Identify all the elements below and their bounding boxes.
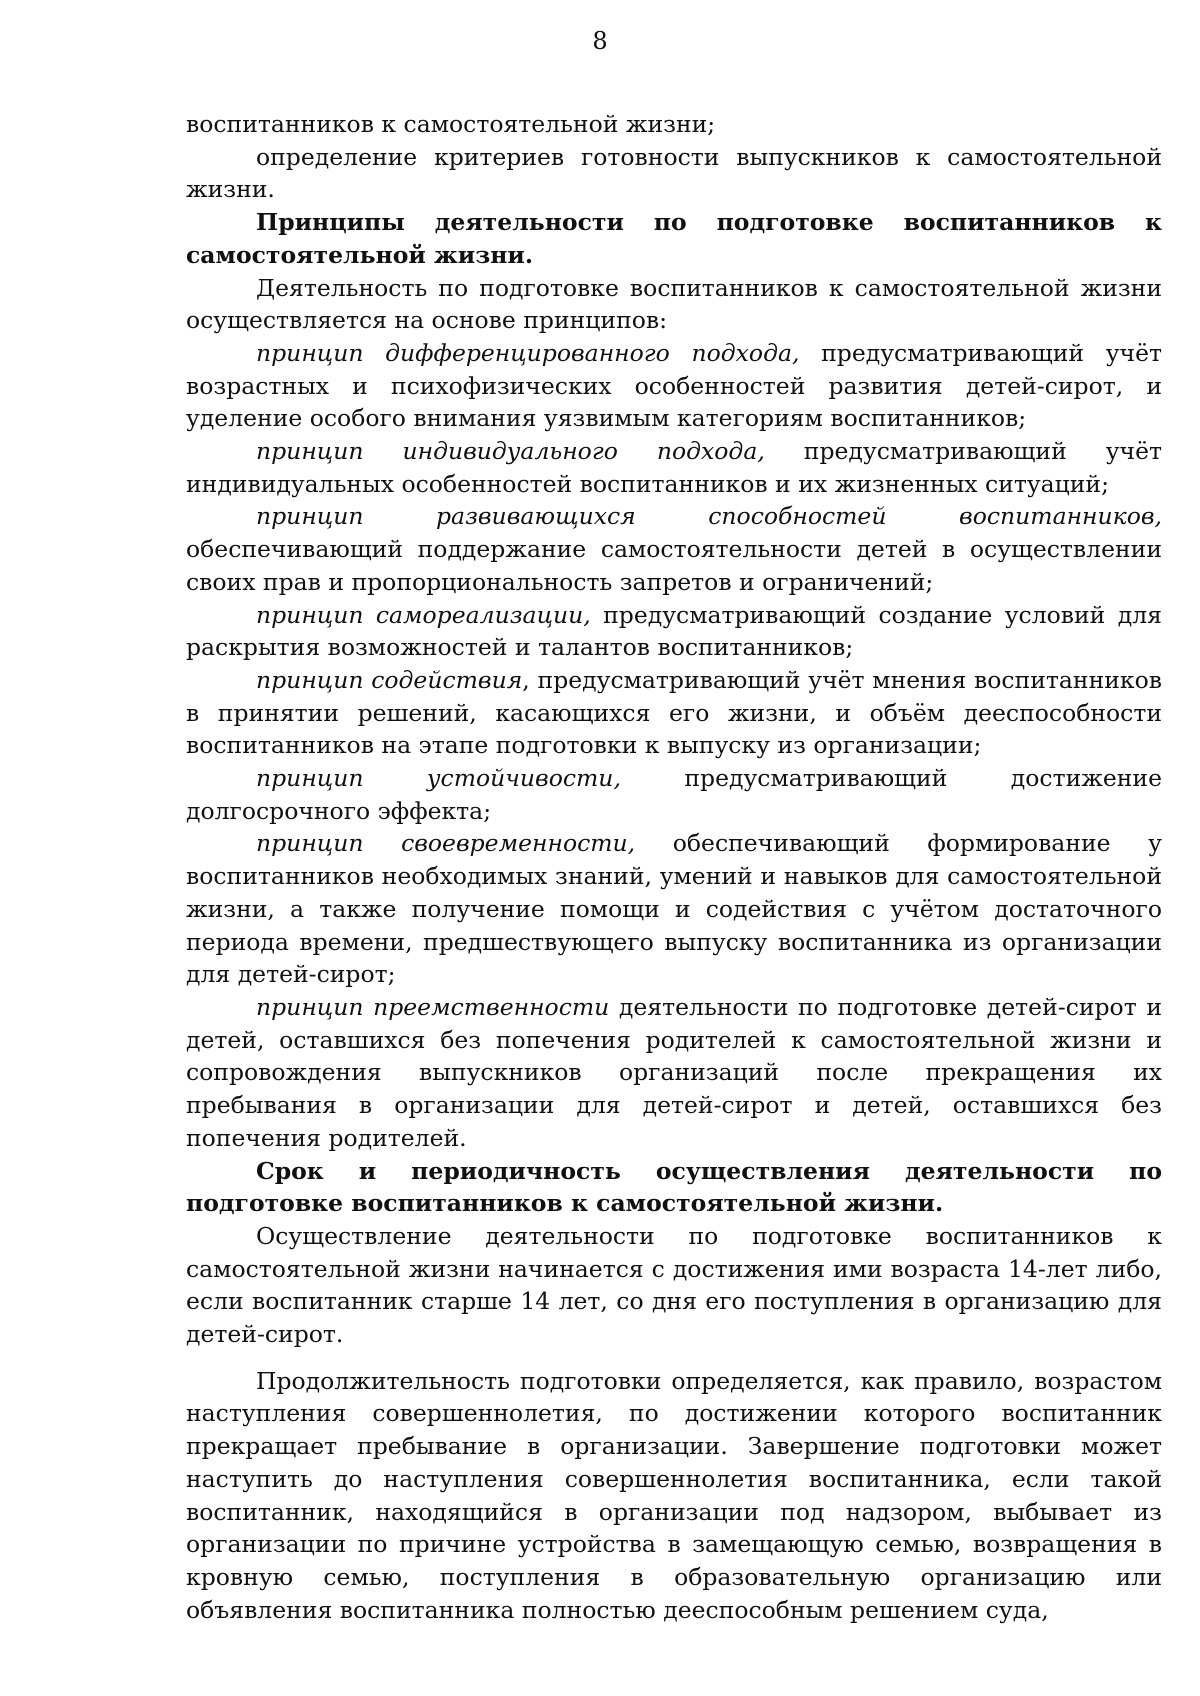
principle-name: принцип индивидуального подхода,: [256, 437, 765, 466]
principle-name: принцип содействия: [256, 665, 523, 694]
paragraph-duration: Продолжительность подготовки определяется, как правило, возрастом наступления совершеннолетия, по достижении которого воспитанник прекращает пребывание в организации. Завершение подготовки может наступить до наступления совершеннолетия воспитанника, если такой воспитанник, находящийся в организации под надзором, выбывает из организации по причине устройства в замещающую семью, возвращения в кровную семью, поступления в образовательную организацию или объявления воспитанника полностью дееспособным решением суда,: [186, 1366, 1162, 1624]
document-body: [186, 108, 1162, 1626]
principle-item: [186, 500, 1162, 598]
principle-name: принцип преемственности: [256, 992, 610, 1021]
principle-item: [186, 827, 1162, 991]
principle-text: предусматривающий достижение долгосрочного эффекта;: [186, 764, 1162, 825]
principle-name: принцип развивающихся способностей воспитанников,: [256, 502, 1162, 531]
principle-item: [186, 664, 1162, 762]
principle-item: [186, 337, 1162, 435]
principle-name: принцип дифференцированного подхода,: [256, 338, 800, 367]
principle-text: обеспечивающий поддержание самостоятельности детей в осуществлении своих прав и пропорциональность запретов и ограничений;: [186, 535, 1162, 596]
principle-text: предусматривающий учёт индивидуальных особенностей воспитанников и их жизненных ситуаций;: [186, 437, 1162, 498]
principle-name: принцип устойчивости,: [256, 764, 621, 793]
section-heading-principles: Принципы деятельности по подготовке воспитанников к самостоятельной жизни.: [186, 208, 1162, 269]
principle-text: , предусматривающий учёт мнения воспитанников в принятии решений, касающихся его жизни, и объём дееспособности воспитанников на этапе подготовки к выпуску из организации;: [186, 665, 1162, 760]
principle-text: деятельности по подготовке детей-сирот и детей, оставшихся без попечения родителей к самостоятельной жизни и сопровождения выпускников организаций после прекращения их пребывания в организации для детей-сирот и детей, оставшихся без попечения родителей.: [186, 992, 1163, 1152]
paragraph-start: Осуществление деятельности по подготовке воспитанников к самостоятельной жизни начинается с достижения ими возраста 14-лет либо, если воспитанник старше 14 лет, со дня его поступления в организацию для детей-сирот.: [186, 1221, 1162, 1349]
principle-item: [186, 599, 1162, 664]
page-number: 8: [592, 27, 608, 55]
principle-item: [186, 991, 1162, 1155]
principle-text: обеспечивающий формирование у воспитанников необходимых знаний, умений и навыков для самостоятельной жизни, а также получение помощи и содействия с учётом достаточного периода времени, предшествующего выпуску воспитанника из организации для детей-сирот;: [186, 829, 1162, 989]
principle-text: предусматривающий создание условий для раскрытия возможностей и талантов воспитанников;: [186, 600, 1162, 662]
paragraph-continuation: воспитанников к самостоятельной жизни;: [186, 110, 716, 138]
principle-name: принцип самореализации,: [256, 600, 591, 629]
principle-item: [186, 762, 1162, 827]
principle-text: предусматривающий учёт возрастных и психофизических особенностей развития детей-сирот, и уделение особого внимания уязвимым категориям воспитанников;: [186, 338, 1162, 433]
principle-item: [186, 435, 1162, 500]
paragraph-criteria: определение критериев готовности выпускников к самостоятельной жизни.: [186, 142, 1162, 204]
section-heading-term: Срок и периодичность осуществления деятельности по подготовке воспитанников к самостоятельной жизни.: [186, 1156, 1162, 1218]
principle-name: принцип своевременности,: [256, 829, 636, 858]
paragraph-principles-intro: Деятельность по подготовке воспитанников к самостоятельной жизни осуществляется на основе принципов:: [186, 273, 1162, 335]
